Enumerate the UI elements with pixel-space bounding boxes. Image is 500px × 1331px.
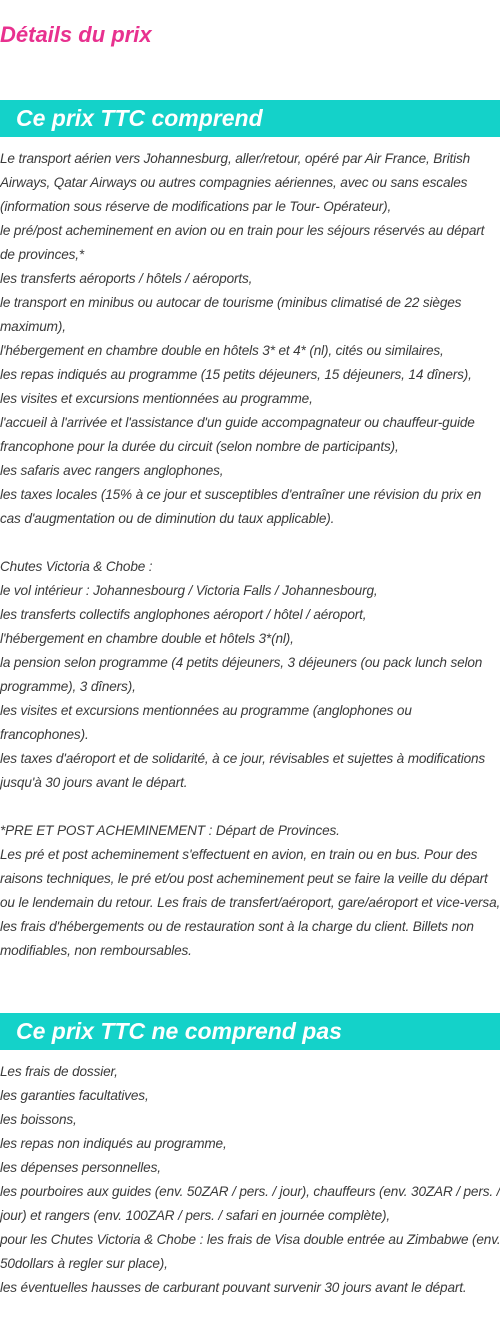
list-item: les visites et excursions mentionnées au programme (anglophones ou francophones). <box>0 703 412 742</box>
list-item: l'hébergement en chambre double et hôtels 3*(nl), <box>0 631 294 646</box>
footnote-title: *PRE ET POST ACHEMINEMENT : Départ de Provinces. <box>0 823 340 838</box>
excluded-list <box>0 1060 500 1300</box>
list-item: le transport en minibus ou autocar de tourisme (minibus climatisé de 22 sièges maximum), <box>0 295 462 334</box>
list-item: la pension selon programme (4 petits déjeuners, 3 déjeuners (ou pack lunch selon programme), 3 dîners), <box>0 655 483 694</box>
footnote-block <box>0 819 500 963</box>
list-item: l'accueil à l'arrivée et l'assistance d'un guide accompagnateur ou chauffeur-guide francophone pour la durée du circuit (selon nombre de participants), <box>0 415 475 454</box>
list-item: les éventuelles hausses de carburant pouvant survenir 30 jours avant le départ. <box>0 1280 467 1295</box>
list-item: les repas non indiqués au programme, <box>0 1136 227 1151</box>
list-item: les visites et excursions mentionnées au programme, <box>0 391 313 406</box>
list-item: les repas indiqués au programme (15 petits déjeuners, 15 déjeuners, 14 dîners), <box>0 367 472 382</box>
list-item: les taxes locales (15% à ce jour et susceptibles d'entraîner une révision du prix en cas d'augmentation ou de diminution du taux applicable). <box>0 487 482 526</box>
list-item: les transferts aéroports / hôtels / aéroports, <box>0 271 253 286</box>
list-item: le vol intérieur : Johannesbourg / Victoria Falls / Johannesbourg, <box>0 583 378 598</box>
page-title: Détails du prix <box>0 22 152 47</box>
list-item: les garanties facultatives, <box>0 1088 149 1103</box>
list-item: l'hébergement en chambre double en hôtels 3* et 4* (nl), cités ou similaires, <box>0 343 444 358</box>
list-item: les pourboires aux guides (env. 50ZAR / pers. / jour), chauffeurs (env. 30ZAR / pers. / jour) et rangers (env. 100ZAR / pers. / safari en journée complète), <box>0 1184 500 1223</box>
list-item: le pré/post acheminement en avion ou en train pour les séjours réservés au départ de provinces,* <box>0 223 485 262</box>
extension-title: Chutes Victoria & Chobe : <box>0 559 153 574</box>
list-item: les transferts collectifs anglophones aéroport / hôtel / aéroport, <box>0 607 367 622</box>
list-item: pour les Chutes Victoria & Chobe : les frais de Visa double entrée au Zimbabwe (env. 50dollars à regler sur place), <box>0 1232 500 1271</box>
excluded-heading: Ce prix TTC ne comprend pas <box>0 1013 500 1050</box>
extension-list <box>0 555 500 795</box>
included-list <box>0 147 500 531</box>
list-item: les boissons, <box>0 1112 77 1127</box>
list-item: les dépenses personnelles, <box>0 1160 161 1175</box>
list-item: Les frais de dossier, <box>0 1064 118 1079</box>
list-item: les taxes d'aéroport et de solidarité, à ce jour, révisables et sujettes à modifications jusqu'à 30 jours avant le départ. <box>0 751 486 790</box>
footnote-text: Les pré et post acheminement s'effectuent en avion, en train ou en bus. Pour des raisons techniques, le pré et/ou post acheminement peut se faire la veille du départ ou le lendemain du retour. Les frais de transfert/aéroport, gare/aéroport et vice-versa, les frais d'hébergements ou de restauration sont à la charge du client. Billets non modifiables, non remboursables. <box>0 847 500 958</box>
included-heading: Ce prix TTC comprend <box>0 100 500 137</box>
list-item: Le transport aérien vers Johannesburg, aller/retour, opéré par Air France, British Airways, Qatar Airways ou autres compagnies aériennes, avec ou sans escales (information sous réserve de modifications par le Tour- Opérateur), <box>0 151 471 214</box>
list-item: les safaris avec rangers anglophones, <box>0 463 224 478</box>
